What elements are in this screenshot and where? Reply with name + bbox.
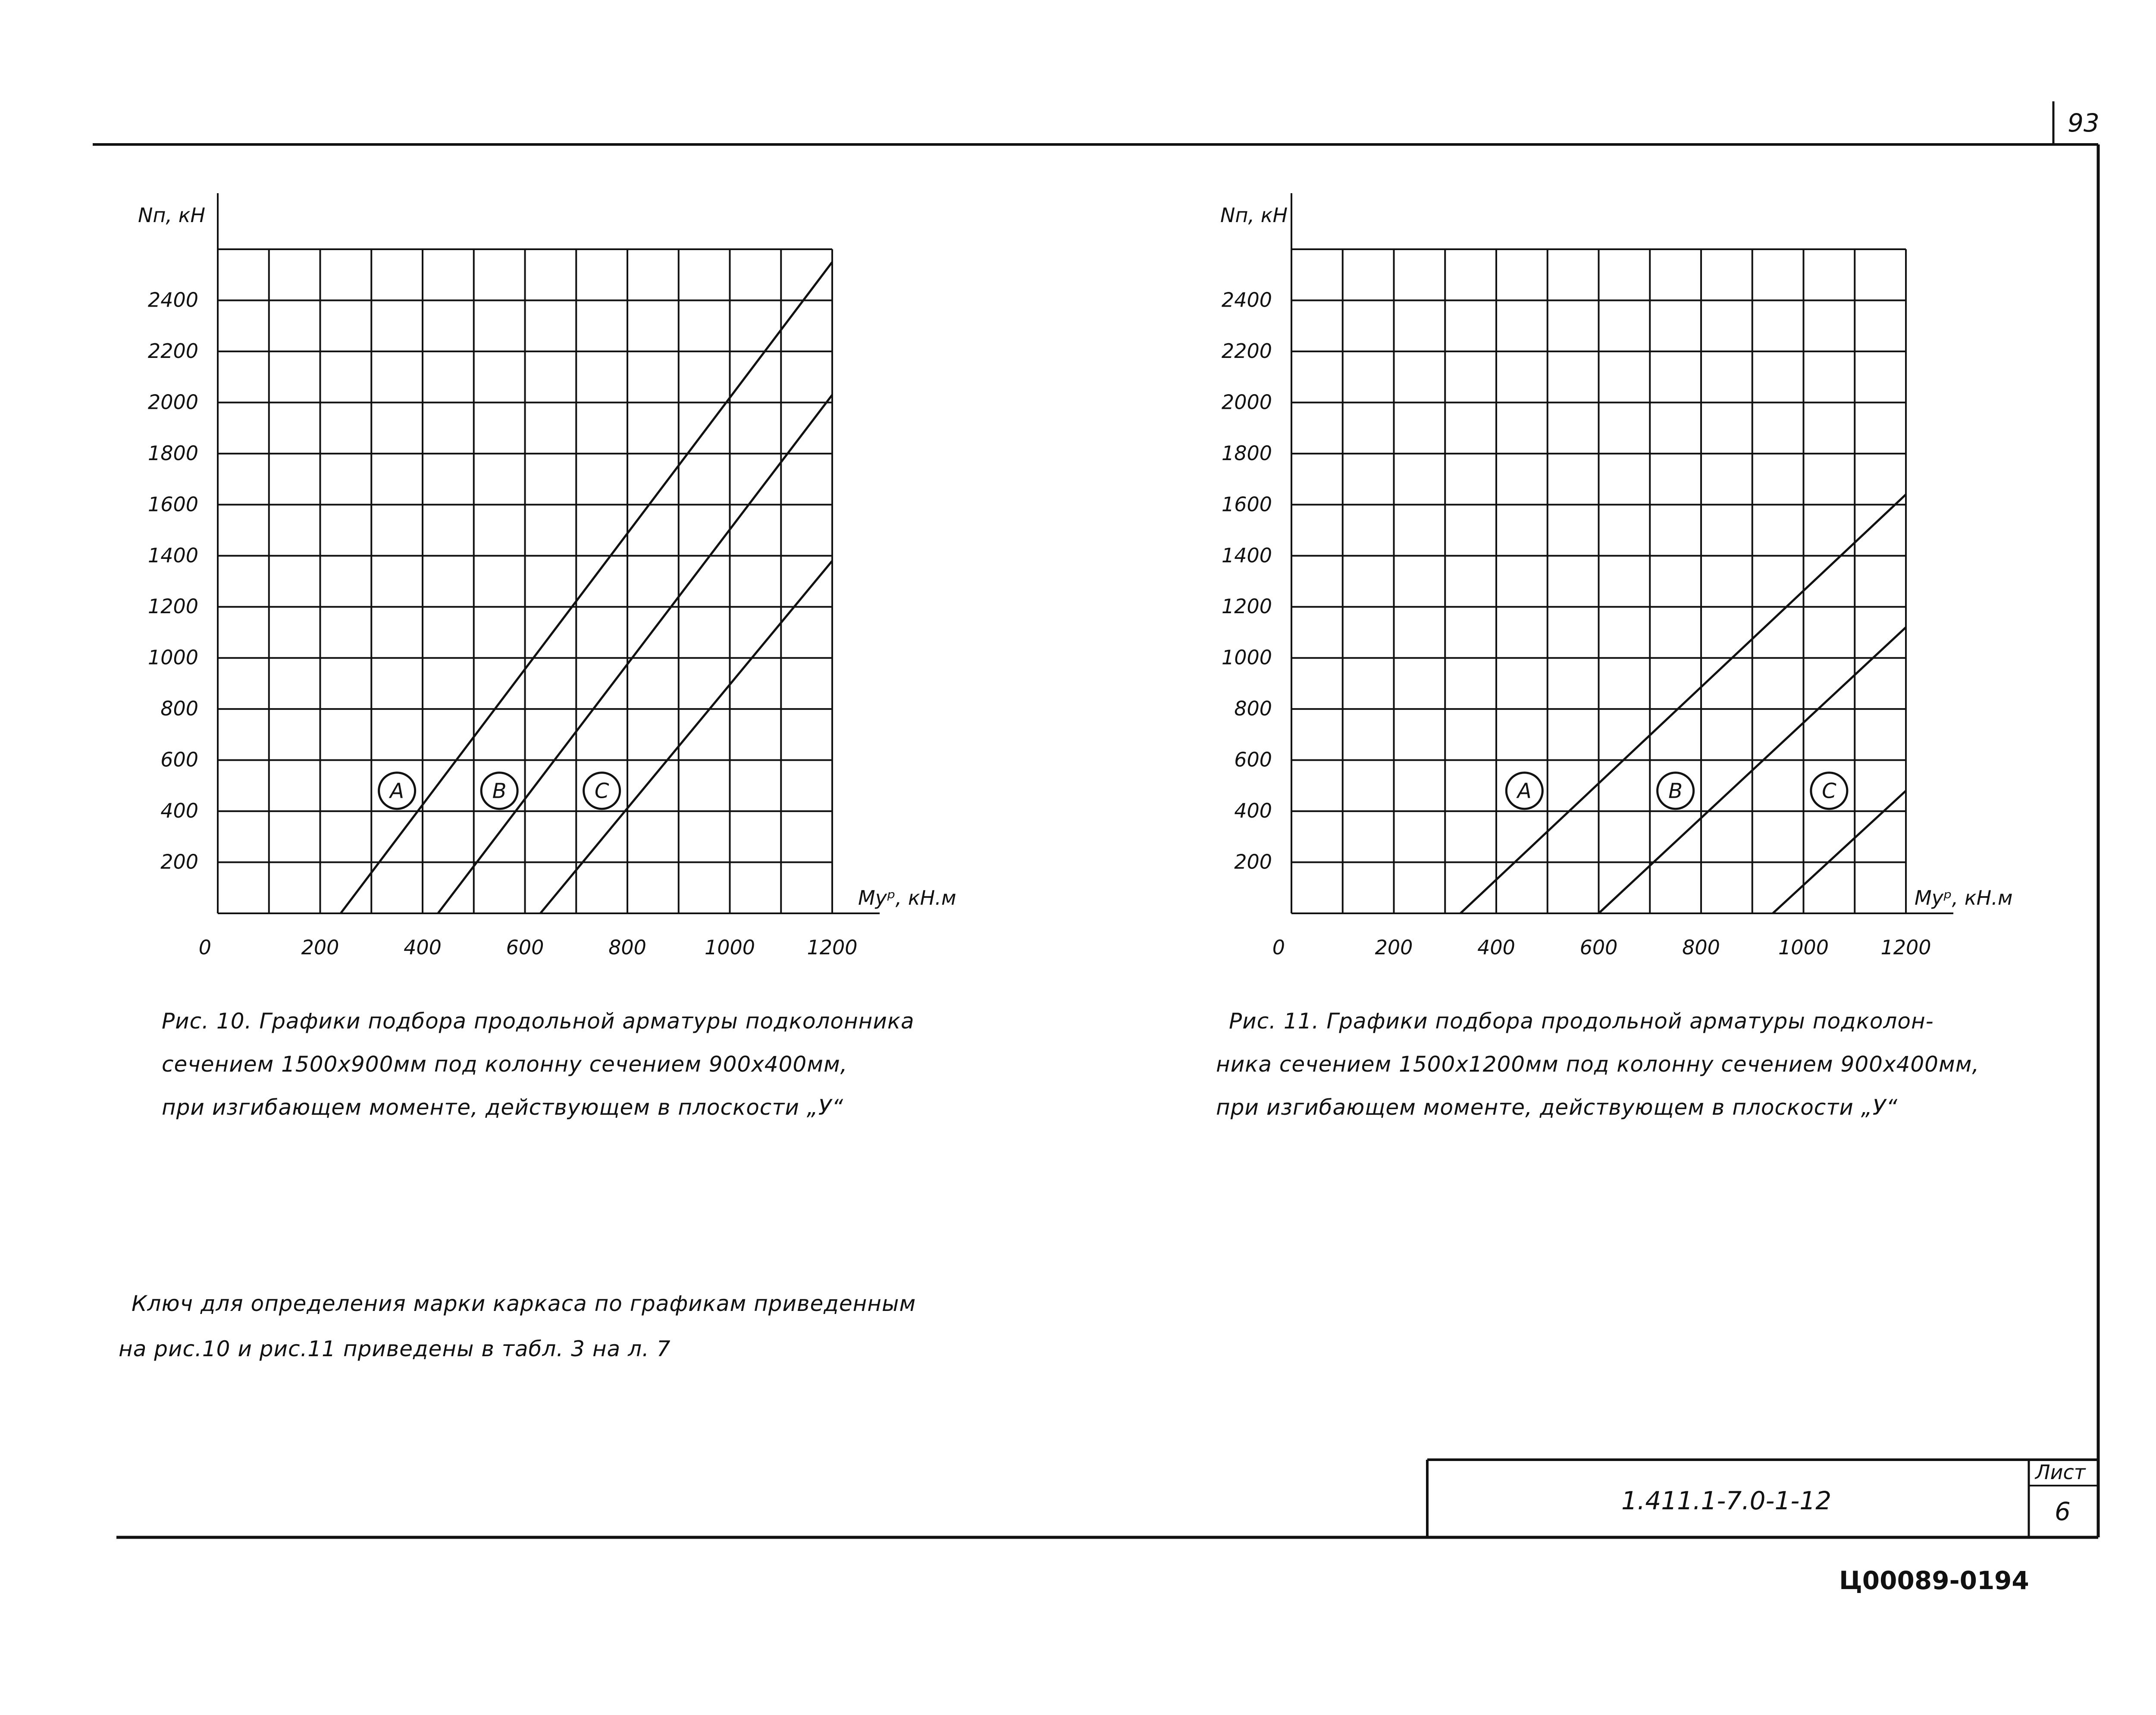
y-tick-label: 1400 <box>147 543 198 567</box>
y-tick-label: 400 <box>160 799 198 823</box>
series-lines <box>1460 495 1906 913</box>
y-tick-label: 2400 <box>1221 288 1272 312</box>
y-tick-label: 600 <box>160 748 198 771</box>
x-tick-label: 600 <box>506 936 544 959</box>
series-markers <box>379 773 620 809</box>
y-tick-label: 1600 <box>1221 492 1272 516</box>
y-tick-label: 1600 <box>147 492 198 516</box>
y-tick-label: 1800 <box>1221 441 1272 465</box>
y-tick-label: 1000 <box>1221 646 1272 669</box>
chart-figure-10 <box>138 193 956 1120</box>
x-tick-label: 0 <box>198 936 211 959</box>
series-line-b <box>438 395 832 913</box>
series-marker-label: C <box>1822 779 1836 803</box>
series-marker-label: B <box>1668 779 1683 803</box>
x-tick-label: 200 <box>1375 936 1413 959</box>
y-tick-labels <box>148 288 198 873</box>
x-axis-label: Mуᵖ, кН.м <box>1915 886 2013 909</box>
title-block <box>1427 1460 2098 1537</box>
x-tick-label: 0 <box>1272 936 1285 959</box>
y-tick-label: 200 <box>1234 850 1272 874</box>
x-tick-labels <box>1272 936 1931 959</box>
chart-figure-11 <box>1216 193 2013 1120</box>
y-tick-label: 2200 <box>147 339 198 363</box>
y-tick-label: 1400 <box>1221 543 1272 567</box>
figure-caption-line-1: Рис. 10. Графики подбора продольной арматуры подколонника <box>162 1009 915 1034</box>
sheet-number-top: 93 <box>2068 108 2100 138</box>
series-marker-label: C <box>594 779 609 803</box>
x-tick-label: 600 <box>1579 936 1618 959</box>
figure-caption-line-3: при изгибающем моменте, действующем в плоскости „У“ <box>162 1095 844 1120</box>
grid <box>1291 193 1953 913</box>
y-tick-label: 1800 <box>147 441 198 465</box>
series-marker-label: B <box>492 779 507 803</box>
figure-caption-line-2: сечением 1500x900мм под колонну сечением 900x400мм, <box>162 1052 848 1077</box>
archive-code: Ц00089-01 <box>1839 1566 1995 1595</box>
y-tick-label: 400 <box>1234 799 1272 823</box>
y-axis-label: Nп, кН <box>1220 204 1288 227</box>
note-line-2: на рис.10 и рис.11 приведены в табл. 3 на л. 7 <box>119 1336 671 1361</box>
y-tick-label: 1200 <box>147 595 198 618</box>
series-marker-label: A <box>1517 779 1532 803</box>
doc-code: 1.411.1-7.0-1-12 <box>1621 1486 1832 1515</box>
x-tick-label: 200 <box>301 936 339 959</box>
series-markers <box>1506 773 1847 809</box>
x-tick-label: 400 <box>1477 936 1515 959</box>
y-tick-label: 2000 <box>1221 390 1272 414</box>
y-tick-label: 600 <box>1234 748 1272 771</box>
series-lines <box>341 262 832 913</box>
y-tick-label: 800 <box>160 697 198 721</box>
figure-caption-line-2: ника сечением 1500x1200мм под колонну сечением 900x400мм, <box>1216 1052 1980 1077</box>
archive-page: 94 <box>1994 1566 2029 1595</box>
y-tick-labels <box>1222 288 1272 873</box>
x-tick-label: 1200 <box>807 936 858 959</box>
y-tick-label: 1200 <box>1221 595 1272 618</box>
sheet-label: Лист <box>2035 1461 2086 1484</box>
x-tick-label: 1000 <box>704 936 755 959</box>
series-line-a <box>341 262 832 913</box>
y-tick-label: 200 <box>160 850 198 874</box>
series-line-a <box>1460 495 1906 913</box>
y-tick-label: 800 <box>1234 697 1272 721</box>
x-axis-label: Mуᵖ, кН.м <box>858 886 956 909</box>
series-marker-label: A <box>390 779 404 803</box>
x-tick-label: 400 <box>404 936 442 959</box>
y-tick-label: 2000 <box>147 390 198 414</box>
grid <box>218 193 880 913</box>
y-tick-label: 2400 <box>147 288 198 312</box>
sheet-value: 6 <box>2055 1497 2071 1526</box>
figure-caption-line-3: при изгибающем моменте, действующем в плоскости „У“ <box>1216 1095 1898 1120</box>
x-tick-labels <box>199 936 858 959</box>
y-axis-label: Nп, кН <box>138 204 206 227</box>
x-tick-label: 1000 <box>1778 936 1829 959</box>
x-tick-label: 800 <box>1682 936 1720 959</box>
y-tick-label: 1000 <box>147 646 198 669</box>
figure-caption-line-1: Рис. 11. Графики подбора продольной арматуры подколон- <box>1229 1009 1934 1034</box>
series-line-c <box>1773 791 1906 913</box>
series-line-c <box>540 561 832 913</box>
x-tick-label: 800 <box>608 936 646 959</box>
x-tick-label: 1200 <box>1880 936 1931 959</box>
note-line-1: Ключ для определения марки каркаса по графикам приведенным <box>132 1291 916 1316</box>
y-tick-label: 2200 <box>1221 339 1272 363</box>
